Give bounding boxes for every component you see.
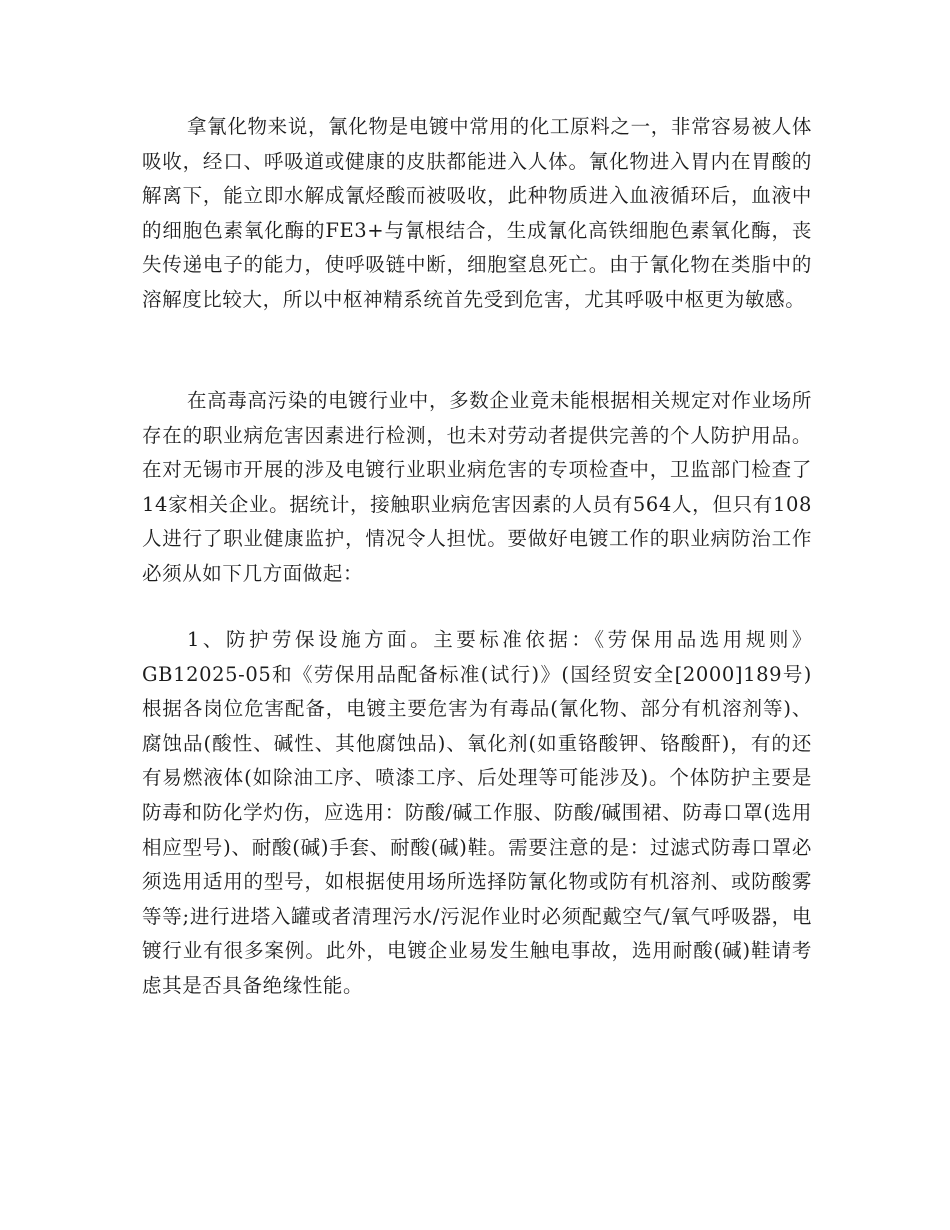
paragraph-cyanide-toxicity: 拿氰化物来说，氰化物是电镀中常用的化工原料之一，非常容易被人体吸收，经口、呼吸道或健康的皮肤都能进入人体。氰化物进入胃内在胃酸的解离下，能立即水解成氰烃酸而被吸收，此种物质进入血液循环后，血液中的细胞色素氧化酶的FE3+与氰根结合，生成氰化高铁细胞色素氧化酶，丧失传递电子的能力，使呼吸链中断，细胞窒息死亡。由于氰化物在类脂中的溶解度比较大，所以中枢神精系统首先受到危害，尤其呼吸中枢更为敏感。 [142,115,812,311]
paragraph-industry-inspection: 在高毒高污染的电镀行业中，多数企业竟未能根据相关规定对作业场所存在的职业病危害因素进行检测，也未对劳动者提供完善的个人防护用品。在对无锡市开展的涉及电镀行业职业病危害的专项检查中，卫监部门检查了14家相关企业。据统计，接触职业病危害因素的人员有564人，但只有108人进行了职业健康监护，情况令人担忧。要做好电镀工作的职业病防治工作必须从如下几方面做起： [142,389,812,585]
paragraph-protective-equipment: 1、防护劳保设施方面。主要标准依据：《劳保用品选用规则》GB12025-05和《劳保用品配备标准(试行)》(国经贸安全[2000]189号)根据各岗位危害配备，电镀主要危害为有毒品(氰化物、部分有机溶剂等)、腐蚀品(酸性、碱性、其他腐蚀品)、氧化剂(如重铬酸钾、铬酸酐)，有的还有易燃液体(如除油工序、喷漆工序、后处理等可能涉及)。个体防护主要是防毒和防化学灼伤，应选用：防酸/碱工作服、防酸/碱围裙、防毒口罩(选用相应型号)、耐酸(碱)手套、耐酸(碱)鞋。需要注意的是：过滤式防毒口罩必须选用适用的型号，如根据使用场所选择防氰化物或防有机溶剂、或防酸雾等等;进行进塔入罐或者清理污水/污泥作业时必须配戴空气/氧气呼吸器，电镀行业有很多案例。此外，电镀企业易发生触电事故，选用耐酸(碱)鞋请考虑其是否具备绝缘性能。 [142,628,812,997]
